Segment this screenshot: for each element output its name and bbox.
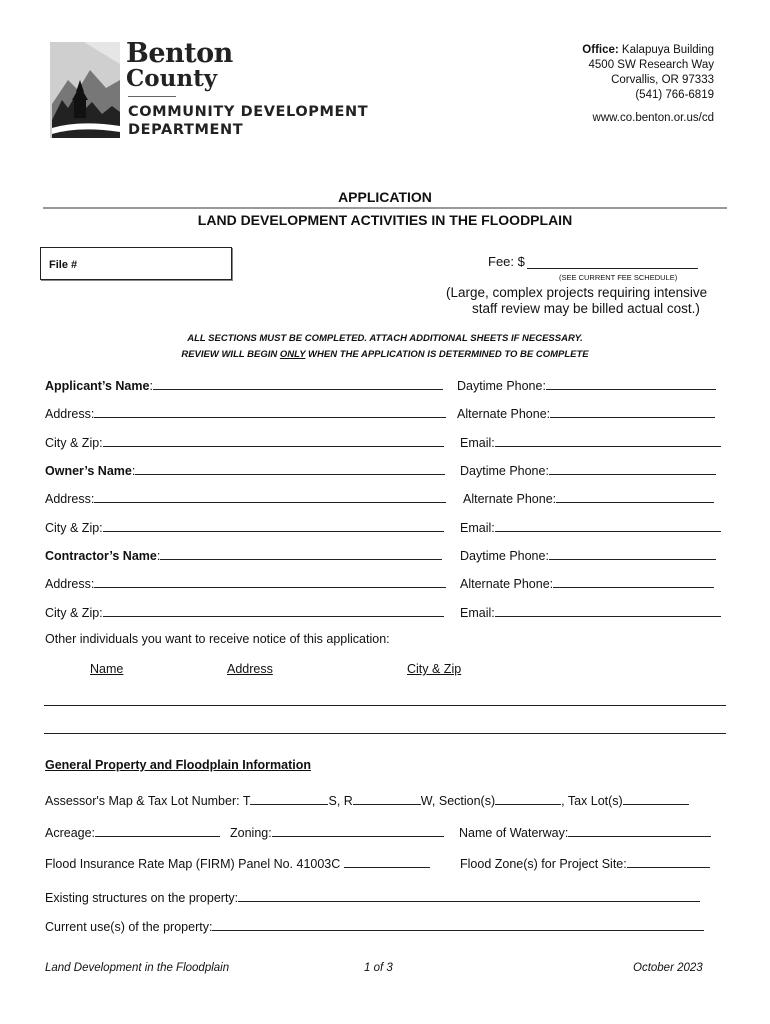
alternate-phone-label: Alternate Phone: (457, 407, 551, 421)
office-phone: (541) 766-6819 (635, 89, 714, 101)
current-use-label: Current use(s) of the property: (45, 920, 213, 934)
applicant-name-label: Applicant’s Name (45, 379, 150, 393)
logo-dept-line2: DEPARTMENT (128, 122, 244, 138)
w-section-label: W, Section(s) (420, 794, 496, 808)
contractor-name-field[interactable] (45, 547, 442, 563)
assessor-map-label: Assessor's Map & Tax Lot Number: T (45, 794, 251, 808)
owner-daytime-phone-field[interactable] (460, 462, 716, 478)
website-link[interactable]: www.co.benton.or.us/cd (592, 112, 714, 124)
footer-title: Land Development in the Floodplain (45, 962, 230, 974)
zoning-label: Zoning: (230, 826, 272, 840)
alternate-phone-label: Alternate Phone: (460, 577, 554, 591)
city-zip-label: City & Zip: (45, 521, 103, 535)
current-use-field[interactable] (45, 918, 704, 934)
waterway-label: Name of Waterway: (459, 826, 569, 840)
footer-date: October 2023 (633, 962, 703, 974)
notice-line-1: ALL SECTIONS MUST BE COMPLETED. ATTACH ADDITIONAL SHEETS IF NECESSARY. (187, 333, 583, 344)
fee-large-note-2: staff review may be billed actual cost.) (472, 301, 700, 316)
address-label: Address: (45, 407, 95, 421)
column-name: Name (90, 662, 124, 676)
tax-lot-label: , Tax Lot(s) (561, 794, 623, 808)
colon: : (131, 464, 136, 478)
owner-name-label: Owner’s Name (45, 464, 132, 478)
owner-city-zip-field[interactable] (45, 519, 444, 535)
logo-rule (128, 96, 176, 97)
s-r-label: S, R (328, 794, 353, 808)
flood-zone-label: Flood Zone(s) for Project Site: (460, 857, 627, 871)
address-label: Address: (45, 577, 95, 591)
daytime-phone-label: Daytime Phone: (460, 464, 549, 478)
city-zip-label: City & Zip: (45, 606, 103, 620)
owner-alternate-phone-field[interactable] (463, 490, 714, 506)
fee-note: (SEE CURRENT FEE SCHEDULE) (559, 273, 678, 282)
contractor-city-zip-field[interactable] (45, 604, 444, 620)
notice-line-2 (0, 349, 770, 360)
office-address: 4500 SW Research Way (588, 59, 714, 71)
acreage-label: Acreage: (45, 826, 96, 840)
contractor-email-field[interactable] (460, 604, 721, 620)
colon: : (149, 379, 153, 393)
fee-large-note-1: (Large, complex projects requiring intensive (446, 285, 708, 300)
file-number-box[interactable] (40, 247, 232, 280)
applicant-name-field[interactable] (45, 377, 443, 393)
office-info (582, 43, 714, 103)
firm-label: Flood Insurance Rate Map (FIRM) Panel No. 41003C (45, 857, 344, 871)
office-building: Kalapuya Building (621, 44, 714, 56)
daytime-phone-label: Daytime Phone: (460, 549, 549, 563)
office-city: Corvallis, OR 97333 (611, 74, 714, 86)
logo-name: Benton (126, 38, 233, 69)
property-section-title: General Property and Floodplain Information (45, 758, 311, 772)
applicant-email-field[interactable] (460, 434, 721, 450)
email-label: Email: (460, 606, 495, 620)
firm-panel-field[interactable] (45, 855, 430, 871)
footer-page-number: 1 of 3 (364, 962, 393, 974)
notice-only: ONLY (279, 349, 306, 360)
owner-name-field[interactable] (45, 462, 445, 478)
file-number-label: File # (49, 259, 78, 271)
title-divider (43, 207, 727, 209)
office-label: Office: (582, 44, 619, 56)
other-individual-line-2[interactable] (44, 733, 726, 734)
document-subtitle: LAND DEVELOPMENT ACTIVITIES IN THE FLOODPLAIN (197, 212, 573, 228)
applicant-daytime-phone-field[interactable] (457, 377, 716, 393)
logo-county: County (126, 65, 218, 92)
applicant-city-zip-field[interactable] (45, 434, 444, 450)
notice-pre: REVIEW WILL BEGIN (181, 349, 280, 360)
logo-dept-line1: COMMUNITY DEVELOPMENT (128, 104, 369, 120)
fee-label: Fee: $ (488, 254, 525, 269)
owner-email-field[interactable] (460, 519, 721, 535)
contractor-name-label: Contractor’s Name (45, 549, 157, 563)
column-address: Address (227, 662, 273, 676)
other-individuals-prompt: Other individuals you want to receive notice of this application: (45, 632, 390, 646)
assessor-map-field[interactable] (45, 792, 689, 808)
zoning-field[interactable] (230, 824, 444, 840)
contractor-daytime-phone-field[interactable] (460, 547, 716, 563)
colon: : (156, 549, 161, 563)
acreage-field[interactable] (45, 824, 220, 840)
city-zip-label: City & Zip: (45, 436, 103, 450)
contractor-alternate-phone-field[interactable] (460, 575, 714, 591)
waterway-field[interactable] (459, 824, 711, 840)
applicant-alternate-phone-field[interactable] (457, 405, 715, 421)
document-title: APPLICATION (338, 189, 432, 205)
daytime-phone-label: Daytime Phone: (457, 379, 546, 393)
existing-structures-label: Existing structures on the property: (45, 891, 239, 905)
email-label: Email: (460, 521, 495, 535)
alternate-phone-label: Alternate Phone: (463, 492, 557, 506)
fee-field[interactable] (527, 268, 698, 269)
notice-post: WHEN THE APPLICATION IS DETERMINED TO BE COMPLETE (305, 349, 589, 360)
contractor-address-field[interactable] (45, 575, 446, 591)
flood-zone-field[interactable] (460, 855, 710, 871)
address-label: Address: (45, 492, 95, 506)
existing-structures-field[interactable] (45, 889, 700, 905)
applicant-address-field[interactable] (45, 405, 446, 421)
column-city-zip: City & Zip (407, 662, 462, 676)
email-label: Email: (460, 436, 495, 450)
other-individual-line-1[interactable] (44, 705, 726, 706)
owner-address-field[interactable] (45, 490, 446, 506)
